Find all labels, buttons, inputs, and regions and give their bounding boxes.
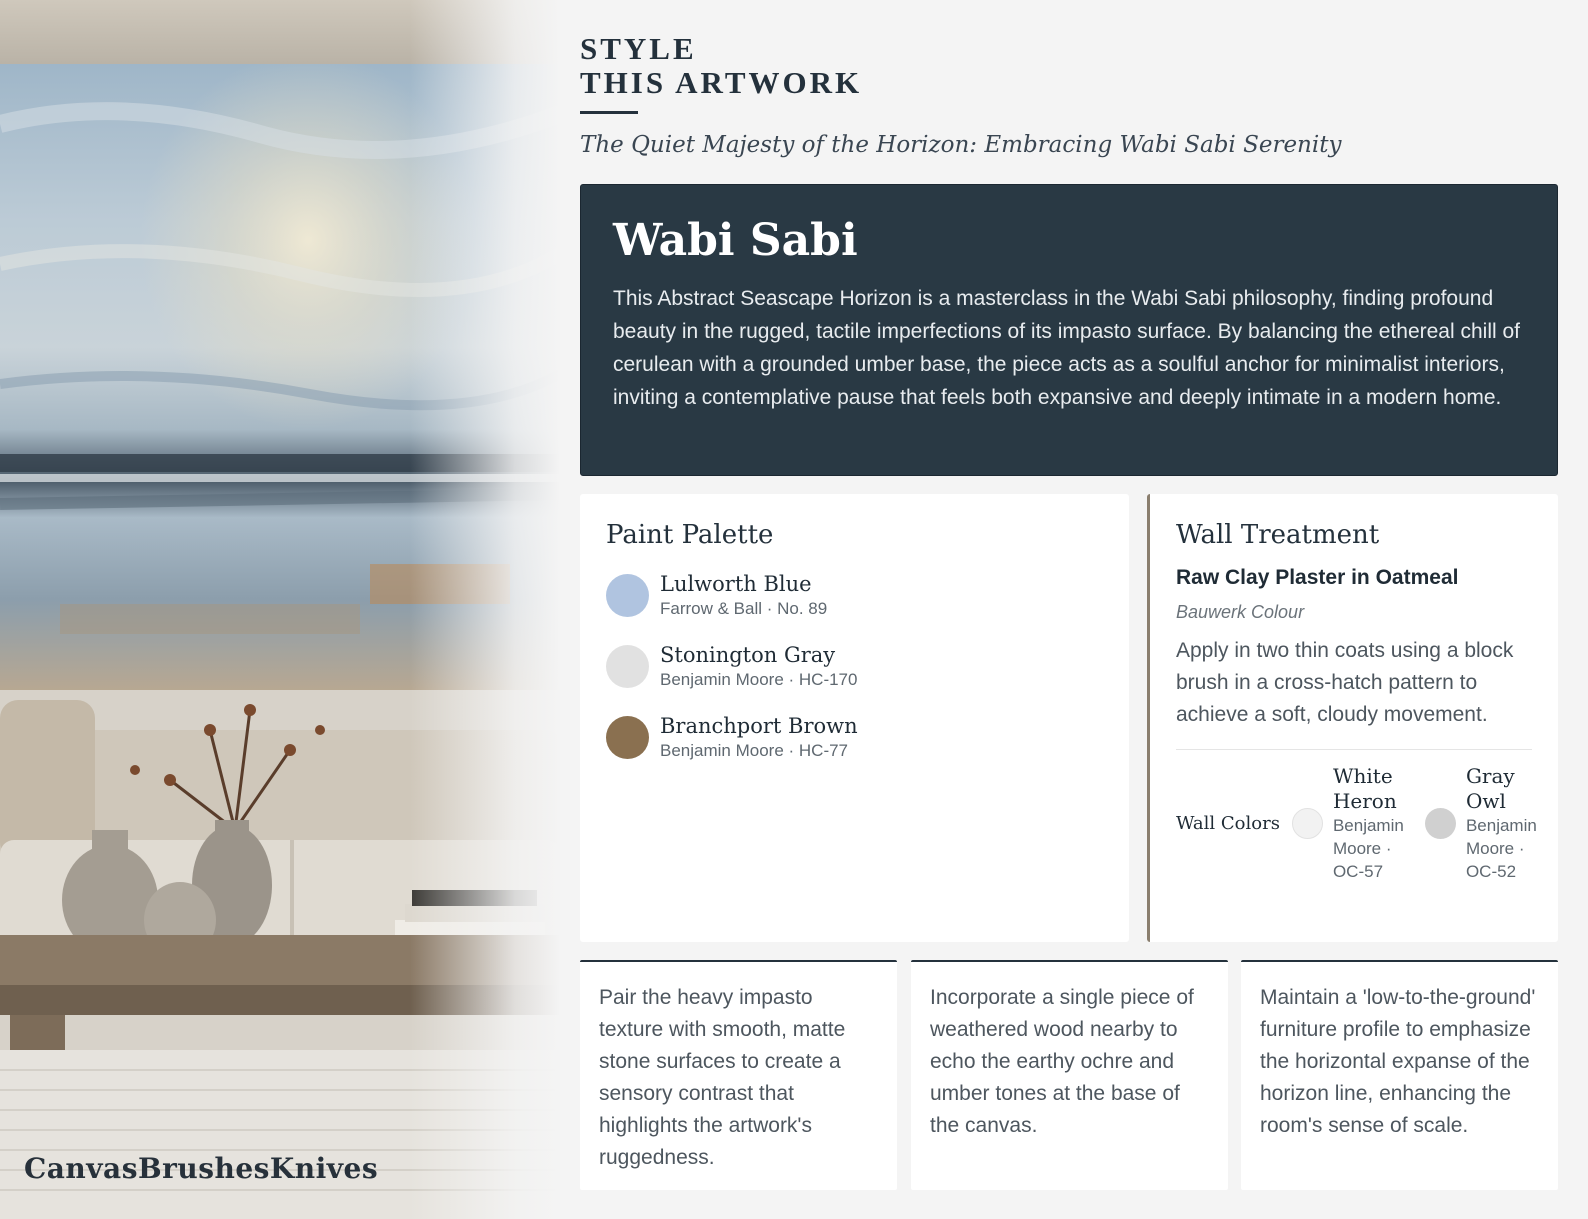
eyebrow-divider xyxy=(580,111,638,114)
wall-color-detail: Benjamin Moore · OC-52 xyxy=(1465,816,1537,881)
styling-tip-card: Maintain a 'low-to-the-ground' furniture profile to emphasize the horizontal expanse of the horizon line, enhancing the room's sense of scale. xyxy=(1241,960,1558,1190)
wall-color-name: White Heron xyxy=(1332,764,1397,813)
style-description: This Abstract Seascape Horizon is a masterclass in the Wabi Sabi philosophy, finding profound beauty in the rugged, tactile imperfections of its impasto surface. By balancing the ethereal chill of cerulean with a grounded umber base, the piece acts as a soulful anchor for minimalist interiors, inviting a contemplative pause that feels both expansive and deeply intimate in a modern home. xyxy=(613,287,1520,409)
wall-color-detail: Benjamin Moore · OC-57 xyxy=(1332,816,1404,881)
palette-item xyxy=(606,572,1103,619)
color-swatch xyxy=(606,645,649,688)
section-eyebrow xyxy=(580,32,862,100)
room-scene-image xyxy=(0,0,560,1219)
wall-treatment-title: Wall Treatment xyxy=(1176,520,1380,550)
paint-palette-card xyxy=(580,494,1129,942)
wall-product-brand: Bauwerk Colour xyxy=(1176,602,1305,622)
wall-color-name: Gray Owl xyxy=(1465,764,1515,813)
style-card xyxy=(580,184,1558,476)
swatch-name: Lulworth Blue xyxy=(660,572,812,596)
color-swatch xyxy=(606,716,649,759)
wall-divider xyxy=(1176,749,1532,750)
wall-color-item xyxy=(1425,764,1548,883)
brand-watermark: CanvasBrushesKnives xyxy=(24,1152,379,1185)
swatch-detail: Farrow & Ball · No. 89 xyxy=(660,599,828,618)
wall-colors xyxy=(1176,764,1537,883)
wall-color-item xyxy=(1292,764,1415,883)
wall-color-swatch xyxy=(1292,808,1323,839)
wall-treatment-description: Apply in two thin coats using a block brush in a cross-hatch pattern to achieve a soft, cloudy movement. xyxy=(1176,639,1514,726)
paint-palette-title: Paint Palette xyxy=(606,520,774,550)
wall-product-name: Raw Clay Plaster in Oatmeal xyxy=(1176,566,1459,589)
swatch-name: Branchport Brown xyxy=(660,714,858,738)
artwork-subtitle: The Quiet Majesty of the Horizon: Embracing Wabi Sabi Serenity xyxy=(580,132,1342,158)
styling-tip-card: Pair the heavy impasto texture with smooth, matte stone surfaces to create a sensory contrast that highlights the artwork's ruggedness. xyxy=(580,960,897,1190)
wall-colors-label: Wall Colors xyxy=(1176,813,1280,834)
wall-color-swatch xyxy=(1425,808,1456,839)
swatch-detail: Benjamin Moore · HC-170 xyxy=(660,670,858,689)
hero-fade-overlay xyxy=(410,0,560,1219)
eyebrow-line-2: THIS ARTWORK xyxy=(580,65,863,100)
color-swatch xyxy=(606,574,649,617)
swatch-detail: Benjamin Moore · HC-77 xyxy=(660,741,849,760)
styling-tip-card: Incorporate a single piece of weathered wood nearby to echo the earthy ochre and umber tones at the base of the canvas. xyxy=(911,960,1228,1190)
style-title: Wabi Sabi xyxy=(613,215,858,266)
palette-item xyxy=(606,714,1103,761)
wall-treatment-card xyxy=(1147,494,1558,942)
eyebrow-line-1: STYLE xyxy=(580,31,697,66)
palette-item xyxy=(606,643,1103,690)
swatch-name: Stonington Gray xyxy=(660,643,836,667)
